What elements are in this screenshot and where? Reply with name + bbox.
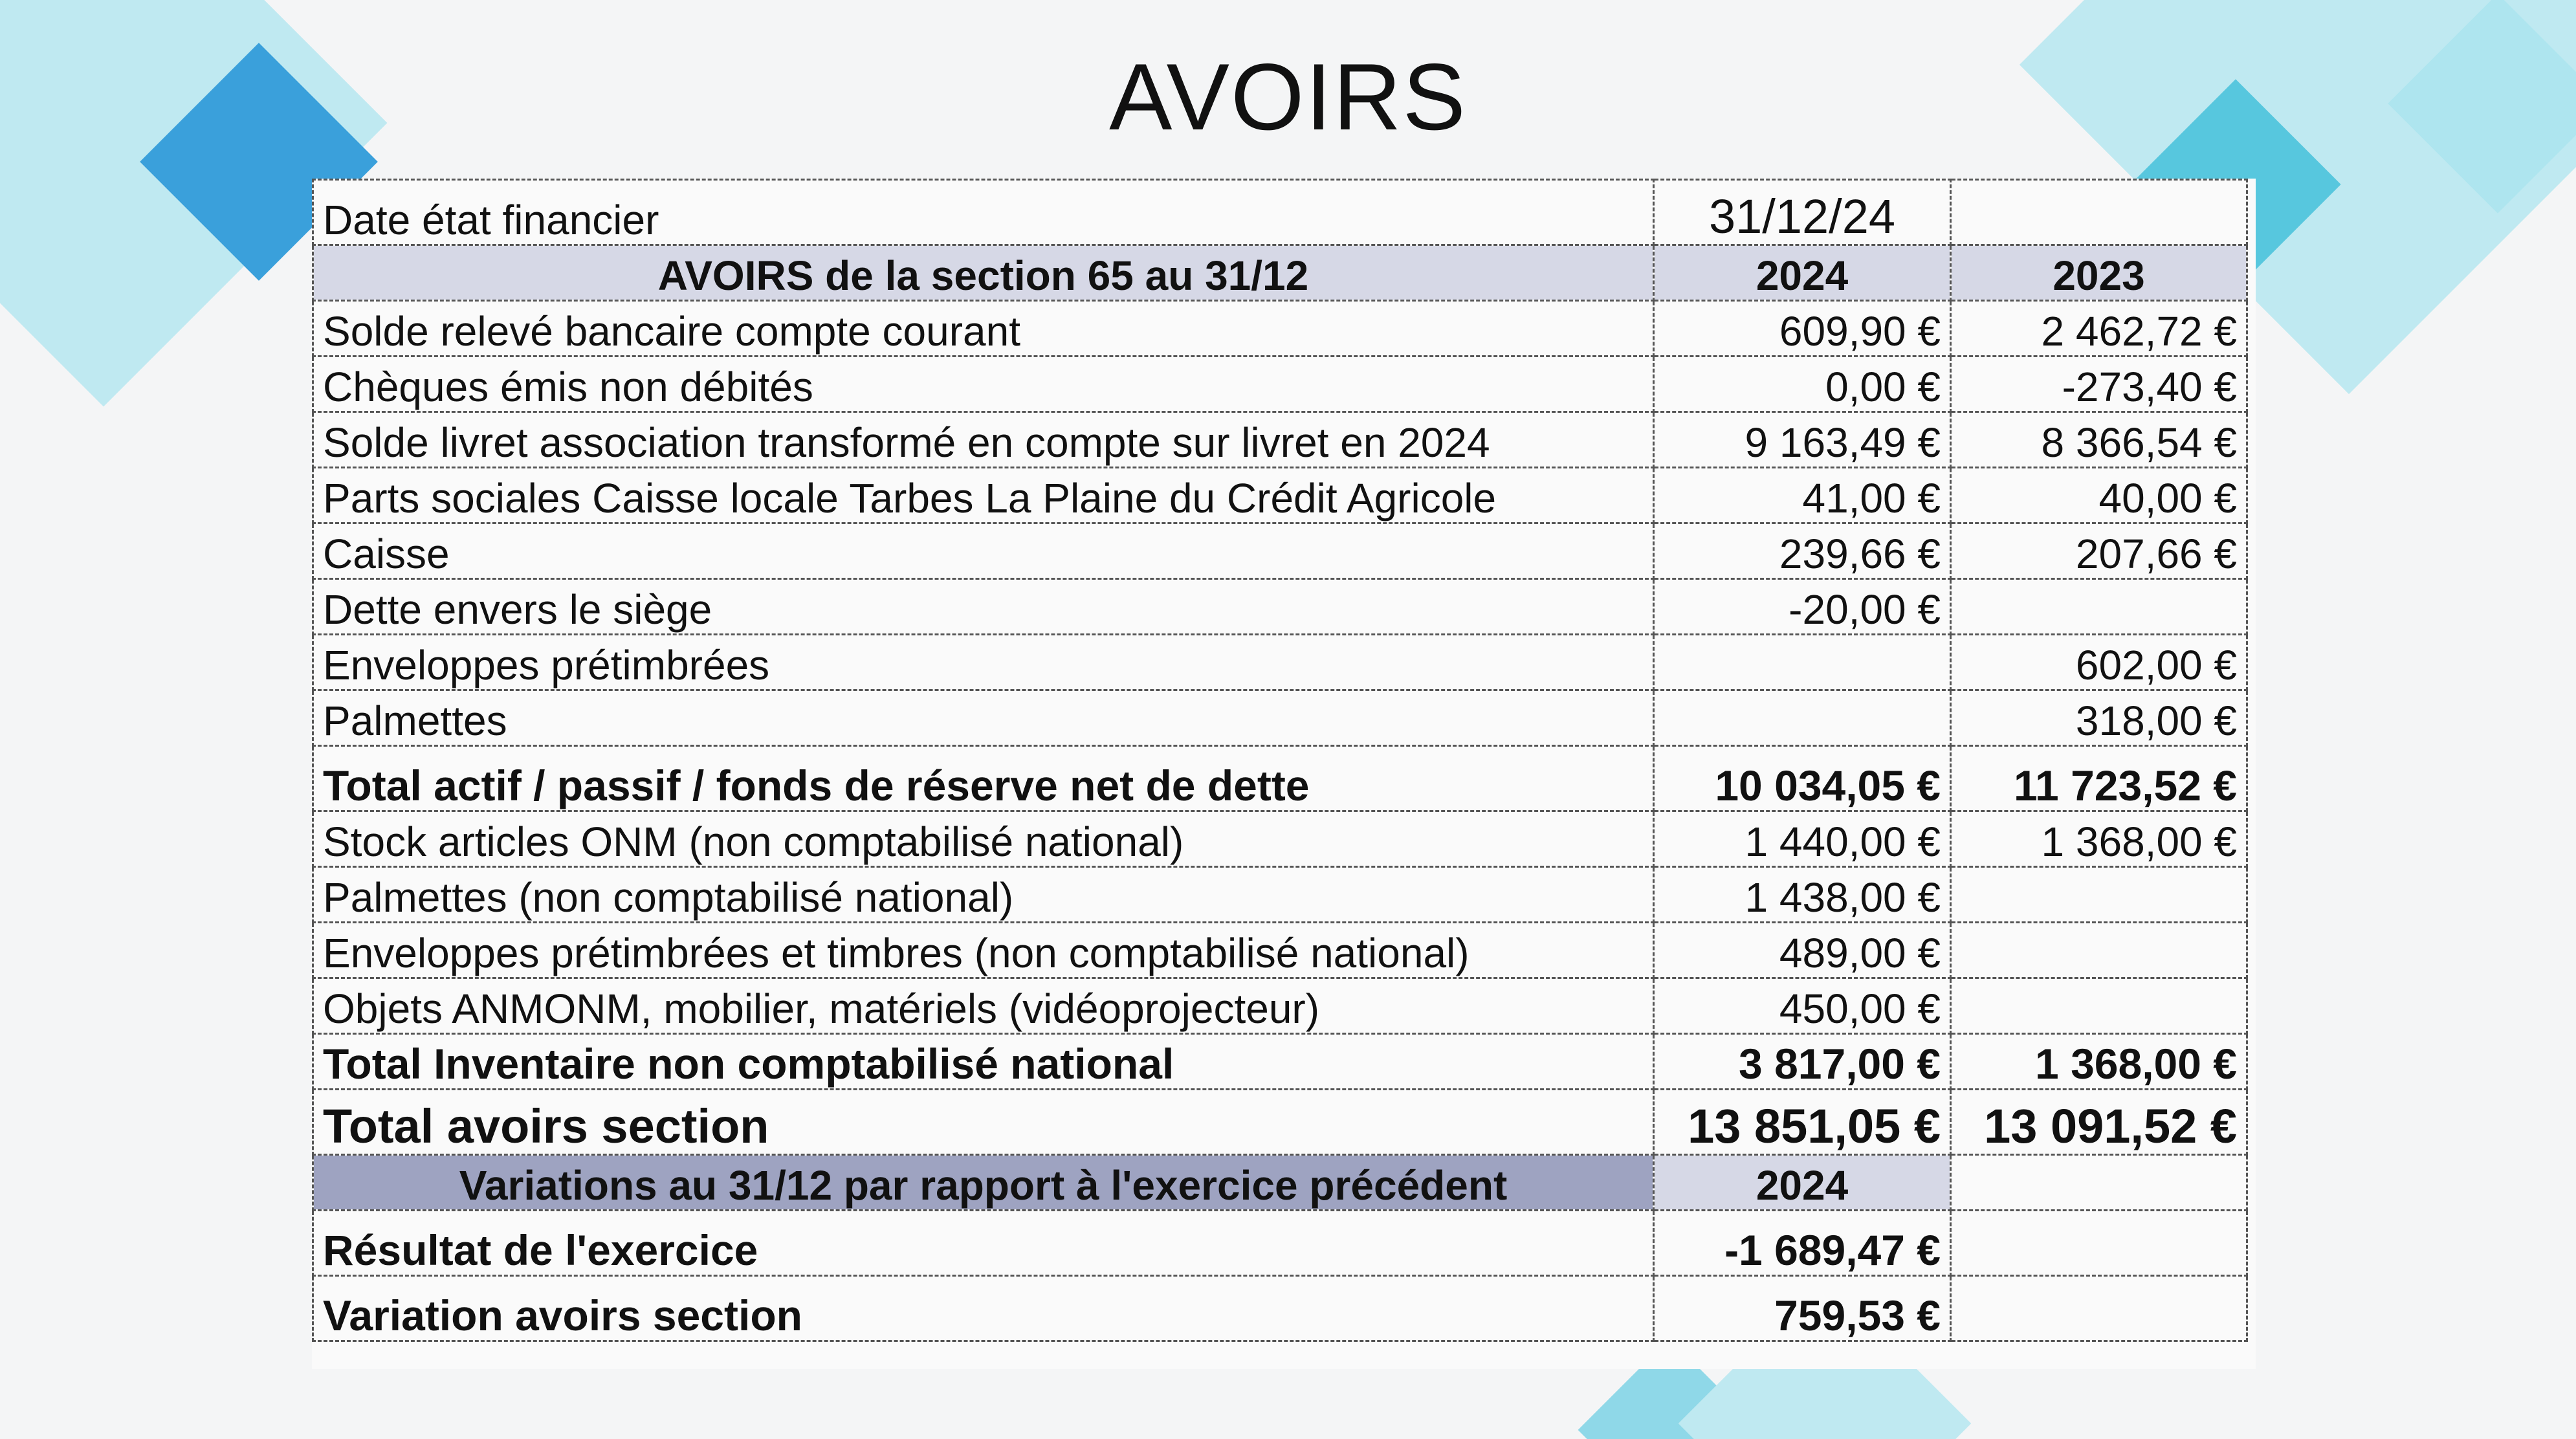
row-value-2024: [1654, 690, 1951, 746]
date-row: [313, 180, 2247, 245]
table-row: [313, 301, 2247, 357]
row-value-2023: [1951, 923, 2247, 978]
table-row: [313, 635, 2247, 690]
row-label: Palmettes: [313, 690, 1654, 746]
row-label: Solde relevé bancaire compte courant: [313, 301, 1654, 357]
total-avoirs-2024: 13 851,05 €: [1654, 1090, 1951, 1155]
table-row: [313, 579, 2247, 635]
row-value-2023: 40,00 €: [1951, 468, 2247, 523]
variation-row: [313, 1276, 2247, 1341]
table-row: [313, 357, 2247, 412]
date-value: 31/12/24: [1654, 180, 1951, 245]
variations-header-row: [313, 1155, 2247, 1211]
row-value-2024: -20,00 €: [1654, 579, 1951, 635]
slide-title: AVOIRS: [1109, 44, 1467, 149]
header-2024: 2024: [1654, 245, 1951, 301]
row-value-2024: 9 163,49 €: [1654, 412, 1951, 468]
total-actif-2023: 11 723,52 €: [1951, 746, 2247, 811]
table-row: [313, 867, 2247, 923]
variation-avoirs-label: Variation avoirs section: [313, 1276, 1654, 1341]
table-row: [313, 811, 2247, 867]
row-value-2023: [1951, 579, 2247, 635]
row-value-2024: 450,00 €: [1654, 978, 1951, 1034]
resultat-label: Résultat de l'exercice: [313, 1211, 1654, 1276]
row-value-2023: 318,00 €: [1951, 690, 2247, 746]
total-actif-row: [313, 746, 2247, 811]
total-inventaire-2023: 1 368,00 €: [1951, 1034, 2247, 1090]
total-avoirs-row: [313, 1090, 2247, 1155]
table-row: [313, 978, 2247, 1034]
total-actif-label: Total actif / passif / fonds de réserve net de dette: [313, 746, 1654, 811]
variation-row: [313, 1211, 2247, 1276]
row-label: Enveloppes prétimbrées et timbres (non comptabilisé national): [313, 923, 1654, 978]
row-value-2024: 0,00 €: [1654, 357, 1951, 412]
table-row: [313, 468, 2247, 523]
table-row: [313, 690, 2247, 746]
total-avoirs-label: Total avoirs section: [313, 1090, 1654, 1155]
row-label: Chèques émis non débités: [313, 357, 1654, 412]
row-value-2023: -273,40 €: [1951, 357, 2247, 412]
total-inventaire-2024: 3 817,00 €: [1654, 1034, 1951, 1090]
row-value-2024: 489,00 €: [1654, 923, 1951, 978]
header-2023: 2023: [1951, 245, 2247, 301]
row-value-2024: 41,00 €: [1654, 468, 1951, 523]
table-row: [313, 412, 2247, 468]
variation-avoirs-value: 759,53 €: [1654, 1276, 1951, 1341]
total-actif-2024: 10 034,05 €: [1654, 746, 1951, 811]
total-inventaire-row: [313, 1034, 2247, 1090]
row-value-2023: 8 366,54 €: [1951, 412, 2247, 468]
financial-table: [312, 179, 2248, 1342]
row-value-2023: 1 368,00 €: [1951, 811, 2247, 867]
row-value-2024: 239,66 €: [1654, 523, 1951, 579]
row-value-2023: 2 462,72 €: [1951, 301, 2247, 357]
table-row: [313, 523, 2247, 579]
row-label: Caisse: [313, 523, 1654, 579]
table-row: [313, 923, 2247, 978]
variations-year: 2024: [1654, 1155, 1951, 1211]
row-value-2024: [1654, 635, 1951, 690]
row-value-2023: 207,66 €: [1951, 523, 2247, 579]
total-inventaire-label: Total Inventaire non comptabilisé national: [313, 1034, 1654, 1090]
resultat-value: -1 689,47 €: [1654, 1211, 1951, 1276]
header-label: AVOIRS de la section 65 au 31/12: [313, 245, 1654, 301]
row-value-2023: [1951, 978, 2247, 1034]
row-label: Dette envers le siège: [313, 579, 1654, 635]
row-label: Palmettes (non comptabilisé national): [313, 867, 1654, 923]
header-row: [313, 245, 2247, 301]
row-value-2024: 1 440,00 €: [1654, 811, 1951, 867]
row-value-2024: 1 438,00 €: [1654, 867, 1951, 923]
row-label: Enveloppes prétimbrées: [313, 635, 1654, 690]
row-value-2023: [1951, 867, 2247, 923]
row-label: Solde livret association transformé en compte sur livret en 2024: [313, 412, 1654, 468]
row-label: Objets ANMONM, mobilier, matériels (vidéoprojecteur): [313, 978, 1654, 1034]
total-avoirs-2023: 13 091,52 €: [1951, 1090, 2247, 1155]
row-label: Stock articles ONM (non comptabilisé national): [313, 811, 1654, 867]
row-value-2024: 609,90 €: [1654, 301, 1951, 357]
variations-header: Variations au 31/12 par rapport à l'exercice précédent: [313, 1155, 1654, 1211]
row-label: Parts sociales Caisse locale Tarbes La Plaine du Crédit Agricole: [313, 468, 1654, 523]
date-label: Date état financier: [313, 180, 1654, 245]
row-value-2023: 602,00 €: [1951, 635, 2247, 690]
